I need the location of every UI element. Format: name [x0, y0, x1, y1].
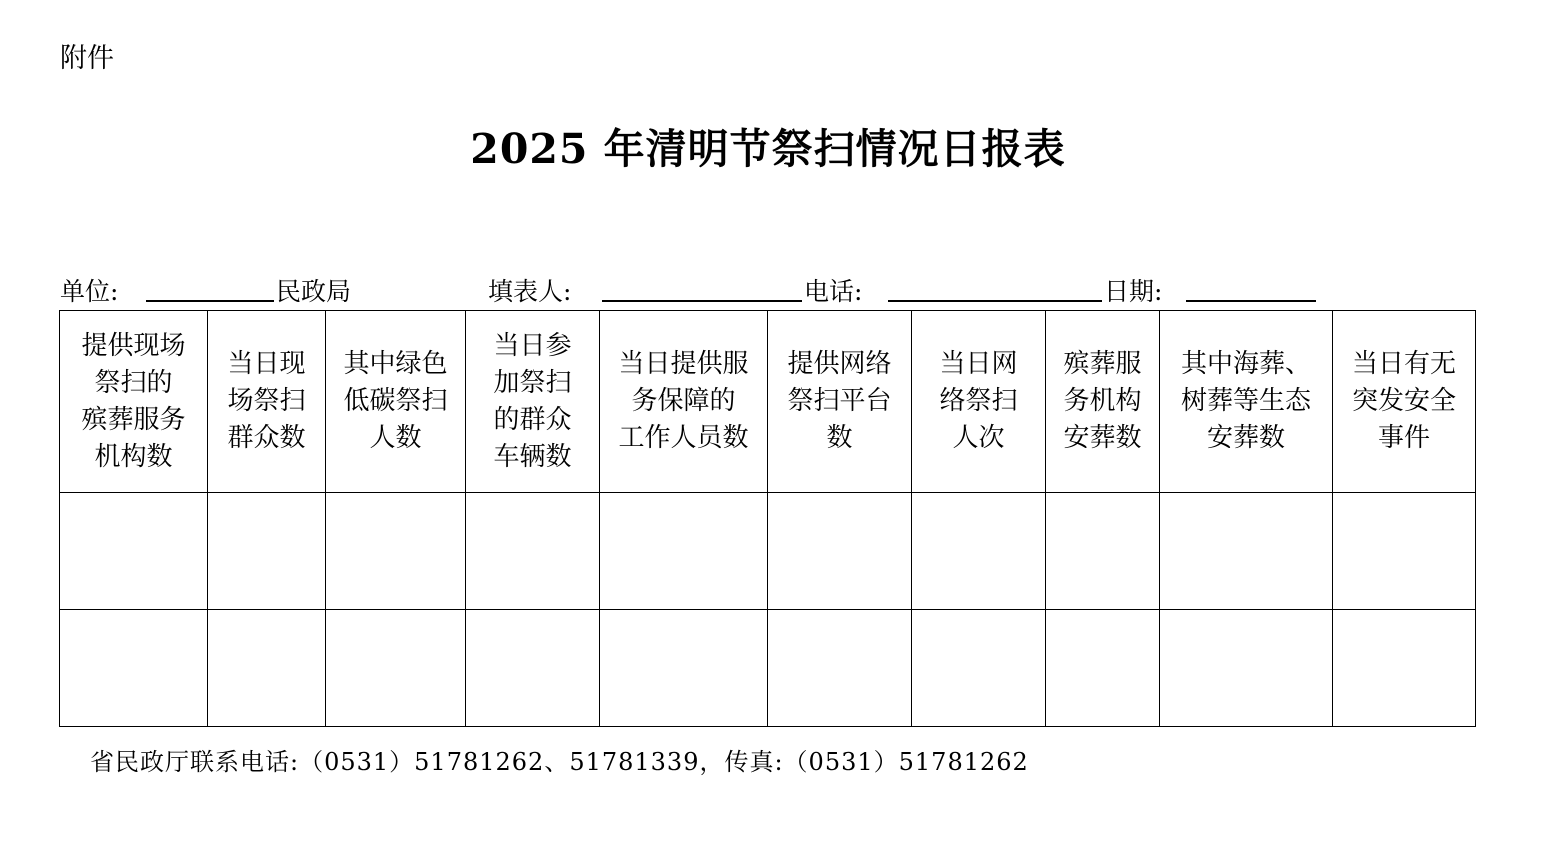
- data-cell[interactable]: [1333, 610, 1476, 727]
- table-row: [60, 610, 1476, 727]
- unit-label: 单位:: [60, 277, 119, 306]
- unit-suffix: 民政局: [276, 277, 352, 306]
- header-cell: 殡葬服 务机构 安葬数: [1046, 311, 1160, 493]
- data-cell[interactable]: [208, 493, 326, 610]
- data-cell[interactable]: [768, 493, 912, 610]
- data-cell[interactable]: [208, 610, 326, 727]
- filler-blank-field[interactable]: [602, 300, 802, 302]
- annex-label: 附件: [60, 43, 114, 74]
- data-cell[interactable]: [1046, 493, 1160, 610]
- header-cell: 当日提供服 务保障的 工作人员数: [600, 311, 768, 493]
- data-cell[interactable]: [600, 610, 768, 727]
- filler-label: 填表人:: [488, 277, 572, 306]
- data-cell[interactable]: [466, 610, 600, 727]
- data-cell[interactable]: [60, 493, 208, 610]
- header-cell: 当日有无 突发安全 事件: [1333, 311, 1476, 493]
- data-cell[interactable]: [768, 610, 912, 727]
- data-cell[interactable]: [1333, 493, 1476, 610]
- date-label: 日期:: [1104, 277, 1163, 306]
- data-cell[interactable]: [1160, 610, 1333, 727]
- data-cell[interactable]: [60, 610, 208, 727]
- data-cell[interactable]: [600, 493, 768, 610]
- table-header-row: [60, 311, 1476, 493]
- unit-blank-field[interactable]: [146, 300, 274, 302]
- data-cell[interactable]: [912, 493, 1046, 610]
- header-cell: 提供网络 祭扫平台 数: [768, 311, 912, 493]
- header-cell: 当日现 场祭扫 群众数: [208, 311, 326, 493]
- daily-report-table: [59, 310, 1476, 727]
- data-cell[interactable]: [1046, 610, 1160, 727]
- data-cell[interactable]: [326, 493, 466, 610]
- date-blank-field[interactable]: [1186, 300, 1316, 302]
- contact-footer: 省民政厅联系电话:（0531）51781262、51781339，传真:（0531）51781262: [90, 748, 1029, 776]
- header-cell: 其中海葬、 树葬等生态 安葬数: [1160, 311, 1333, 493]
- data-cell[interactable]: [912, 610, 1046, 727]
- report-title: 2025 年清明节祭扫情况日报表: [470, 125, 1066, 173]
- table-row: [60, 493, 1476, 610]
- header-cell: 提供现场 祭扫的 殡葬服务 机构数: [60, 311, 208, 493]
- header-cell: 当日参 加祭扫 的群众 车辆数: [466, 311, 600, 493]
- header-cell: 其中绿色 低碳祭扫 人数: [326, 311, 466, 493]
- data-cell[interactable]: [326, 610, 466, 727]
- phone-label: 电话:: [804, 277, 863, 306]
- data-cell[interactable]: [466, 493, 600, 610]
- header-cell: 当日网 络祭扫 人次: [912, 311, 1046, 493]
- data-cell[interactable]: [1160, 493, 1333, 610]
- phone-blank-field[interactable]: [888, 300, 1102, 302]
